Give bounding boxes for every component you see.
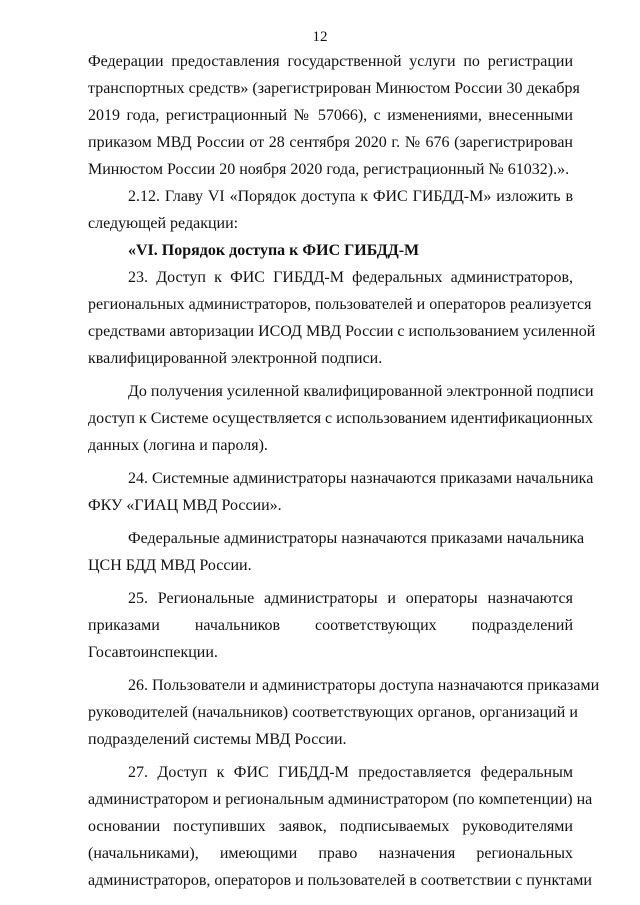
section-heading bbox=[88, 237, 573, 264]
text-line: следующей редакции: bbox=[88, 215, 239, 232]
text-line: ФКУ «ГИАЦ МВД России». bbox=[88, 497, 282, 514]
text-line: 27. Доступ к ФИС ГИБДД-М предоставляется федеральным bbox=[128, 764, 573, 781]
text-line: 2019 года, регистрационный № 57066), с изменениями, внесенными bbox=[88, 107, 573, 124]
text-line: региональных администраторов, пользователей и операторов реализуется bbox=[88, 296, 592, 313]
text-line: квалифицированной электронной подписи. bbox=[88, 350, 383, 367]
paragraph-24 bbox=[88, 465, 594, 519]
text-line: основании поступивших заявок, подписываемых руководителями bbox=[88, 818, 573, 835]
text-line: приказами начальников соответствующих подразделений bbox=[88, 617, 573, 634]
text-line: Минюстом России 20 ноября 2020 года, регистрационный № 61032).». bbox=[88, 161, 570, 178]
text-line: 23. Доступ к ФИС ГИБДД-М федеральных администраторов, bbox=[128, 269, 573, 286]
paragraph-continuation bbox=[88, 48, 580, 183]
paragraph-27 bbox=[88, 759, 593, 894]
paragraph-25 bbox=[88, 585, 573, 666]
chapter-title: «VI. Порядок доступа к ФИС ГИБДД-М bbox=[128, 242, 420, 259]
text-line: подразделений системы МВД России. bbox=[88, 731, 347, 748]
text-line: Федеральные администраторы назначаются приказами начальника bbox=[128, 530, 585, 547]
text-line: данных (логина и пароля). bbox=[88, 437, 268, 454]
text-line: ЦСН БДД МВД России. bbox=[88, 557, 252, 574]
paragraph-23 bbox=[88, 264, 596, 372]
text-line: руководителей (начальников) соответствующих органов, организаций и bbox=[88, 704, 578, 721]
paragraph-26 bbox=[88, 672, 600, 753]
text-line: 24. Системные администраторы назначаются приказами начальника bbox=[128, 470, 594, 487]
text-line: До получения усиленной квалифицированной электронной подписи bbox=[128, 383, 594, 400]
text-line: приказом МВД России от 28 сентября 2020 г. № 676 (зарегистрирован bbox=[88, 134, 573, 151]
text-line: 25. Региональные администраторы и операторы назначаются bbox=[128, 590, 573, 607]
text-line: Госавтоинспекции. bbox=[88, 644, 218, 661]
text-line: администраторов, операторов и пользователей в соответствии с пунктами bbox=[88, 872, 592, 889]
document-body bbox=[88, 48, 600, 894]
text-line: доступ к Системе осуществляется с использованием идентификационных bbox=[88, 410, 593, 427]
paragraph-federal-admins bbox=[88, 525, 585, 579]
text-line: 2.12. Главу VI «Порядок доступа к ФИС ГИБДД-М» изложить в bbox=[128, 188, 573, 205]
text-line: транспортных средств» (зарегистрирован Минюстом России 30 декабря bbox=[88, 80, 580, 97]
page-number: 12 bbox=[312, 29, 328, 45]
text-line: администратором и региональным администратором (по компетенции) на bbox=[88, 791, 593, 808]
text-line: (начальниками), имеющими право назначения региональных bbox=[88, 845, 573, 862]
text-line: Федерации предоставления государственной услуги по регистрации bbox=[88, 53, 573, 70]
text-line: 26. Пользователи и администраторы доступа назначаются приказами bbox=[128, 677, 600, 694]
paragraph-2-12 bbox=[88, 183, 573, 237]
paragraph-before-signature bbox=[88, 378, 594, 459]
text-line: средствами авторизации ИСОД МВД России с использованием усиленной bbox=[88, 323, 596, 340]
